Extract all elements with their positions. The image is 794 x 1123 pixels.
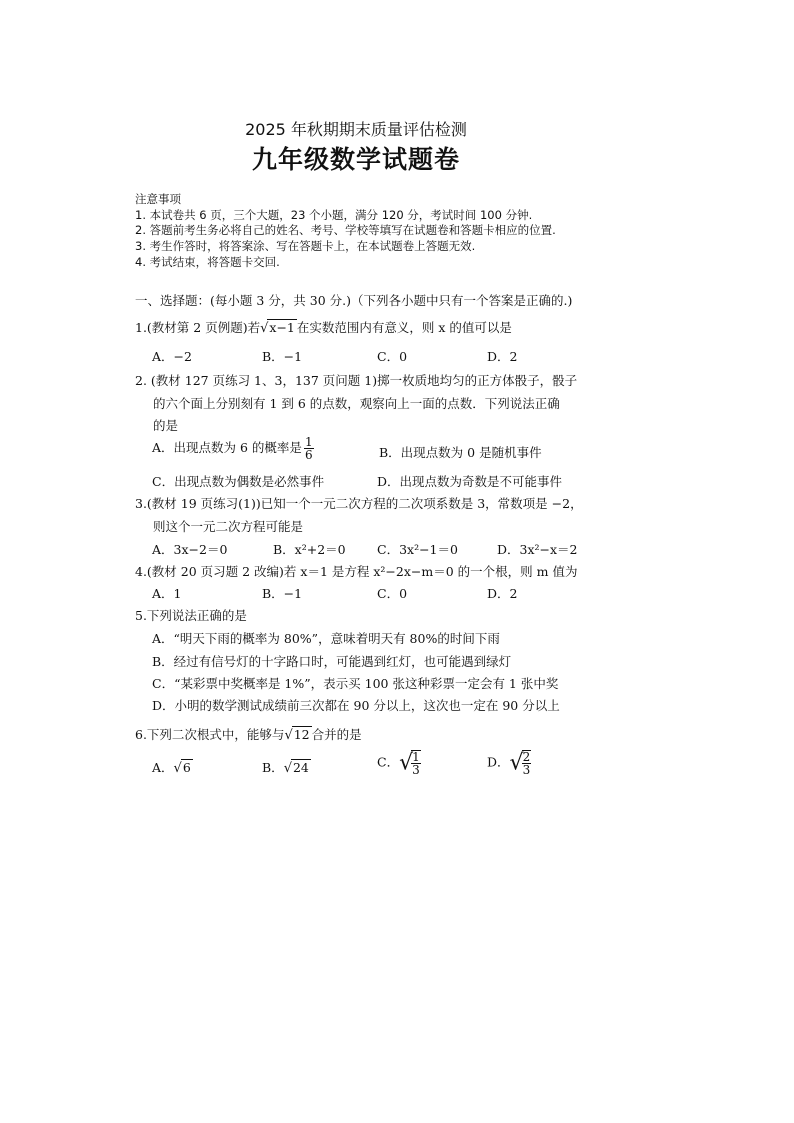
question-5-option-c: C．“某彩票中奖概率是 1%”，表示买 100 张这种彩票一定会有 1 张中奖 (152, 676, 559, 691)
question-6-option-a (152, 758, 193, 776)
question-2-stem-line-3: 的是 (153, 418, 179, 433)
question-5-option-d: D．小明的数学测试成绩前三次都在 90 分以上，这次也一定在 90 分以上 (152, 698, 560, 713)
question-6-stem-a: 6.下列二次根式中，能够与 (135, 727, 285, 742)
question-3-option-d: D．3x²−x＝2 (497, 542, 578, 557)
sqrt-icon: √ (399, 750, 414, 776)
question-5-option-a: A．“明天下雨的概率为 80%”，意味着明天有 80%的时间下雨 (152, 631, 500, 646)
fraction-numerator: 1 (304, 435, 313, 449)
notice-item-2: 2. 答题前考生务必将自己的姓名、考号、学校等填写在试题卷和答题卡相应的位置. (135, 223, 556, 237)
question-1-option-d: D．2 (487, 349, 518, 364)
fraction-denominator: 3 (522, 763, 531, 777)
notice-item-3: 3. 考生作答时，将答案涂、写在答题卡上，在本试题卷上答题无效. (135, 239, 476, 253)
question-3-option-c: C．3x²−1＝0 (377, 542, 458, 557)
question-2-option-c: C．出现点数为偶数是必然事件 (152, 474, 325, 489)
exam-subtitle: 2025 年秋期期末质量评估检测 (245, 120, 467, 139)
section-heading: 一、选择题：(每小题 3 分，共 30 分.)（下列各小题中只有一个答案是正确的.) (135, 293, 573, 308)
option-radicand: 6 (182, 760, 191, 775)
question-1-stem (135, 318, 512, 336)
question-4-option-d: D．2 (487, 586, 518, 601)
fraction (304, 436, 314, 461)
option-radicand: 24 (292, 760, 309, 775)
question-1-option-a: A．−2 (152, 349, 192, 364)
question-3-option-b: B．x²+2＝0 (273, 542, 346, 557)
question-6-stem-b: 合并的是 (311, 727, 362, 742)
question-2-option-b: B．出现点数为 0 是随机事件 (379, 445, 542, 460)
question-6-stem (135, 725, 362, 743)
question-6-radicand: 12 (293, 727, 310, 742)
question-6-option-c (377, 750, 421, 776)
fraction (411, 750, 421, 776)
question-5-stem: 5.下列说法正确的是 (135, 608, 247, 623)
fraction-denominator: 3 (412, 763, 420, 777)
question-2-option-a (152, 436, 314, 461)
option-label: A． (152, 760, 174, 775)
sqrt-icon: √ (509, 750, 524, 776)
notice-title: 注意事项 (135, 192, 181, 206)
option-label: C． (377, 754, 400, 770)
question-4-option-b: B．−1 (262, 586, 303, 601)
option-label: B． (262, 760, 284, 775)
notice-item-4: 4. 考试结束，将答题卡交回. (135, 255, 280, 269)
question-1-radicand: x−1 (269, 320, 295, 335)
question-6-option-b (262, 758, 311, 776)
question-6-option-d (487, 750, 531, 776)
sqrt-icon: √ (284, 728, 293, 743)
question-1-stem-b: 在实数范围内有意义，则 x 的值可以是 (296, 320, 512, 335)
question-1-option-c: C．0 (377, 349, 408, 364)
sqrt-icon: √ (173, 761, 182, 776)
question-3-stem-line-2: 则这个一元二次方程可能是 (153, 519, 304, 534)
question-2-stem-line-2: 的六个面上分别刻有 1 到 6 的点数，观察向上一面的点数．下列说法正确 (153, 396, 560, 411)
fraction-numerator: 2 (522, 750, 531, 764)
notice-item-1: 1. 本试卷共 6 页，三个大题，23 个小题，满分 120 分，考试时间 100 分钟. (135, 208, 533, 222)
exam-title: 九年级数学试题卷 (251, 145, 460, 174)
option-label: D． (487, 754, 510, 770)
question-5-option-b: B．经过有信号灯的十字路口时，可能遇到红灯，也可能遇到绿灯 (152, 654, 512, 669)
question-4-option-c: C．0 (377, 586, 408, 601)
question-3-option-a: A．3x−2＝0 (152, 542, 228, 557)
question-1-stem-a: 1.(教材第 2 页例题)若 (135, 320, 261, 335)
sqrt-icon: √ (283, 761, 292, 776)
question-3-stem-line-1: 3.(教材 19 页练习(1))已知一个一元二次方程的二次项系数是 3，常数项是 −2， (135, 496, 583, 511)
question-1-option-b: B．−1 (262, 349, 303, 364)
question-2-option-d: D．出现点数为奇数是不可能事件 (377, 474, 563, 489)
question-2-stem-line-1: 2. (教材 127 页练习 1、3，137 页问题 1)掷一枚质地均匀的正方体骰子，骰子 (135, 373, 578, 388)
fraction-denominator: 6 (304, 448, 313, 462)
fraction-numerator: 1 (412, 750, 420, 764)
question-4-option-a: A．1 (152, 586, 182, 601)
sqrt-icon: √ (260, 321, 269, 336)
fraction (522, 750, 532, 776)
question-2-option-a-text: A．出现点数为 6 的概率是 (152, 440, 302, 455)
question-4-stem: 4.(教材 20 页习题 2 改编)若 x＝1 是方程 x²−2x−m＝0 的一个根，则 m 值为 (135, 564, 578, 579)
